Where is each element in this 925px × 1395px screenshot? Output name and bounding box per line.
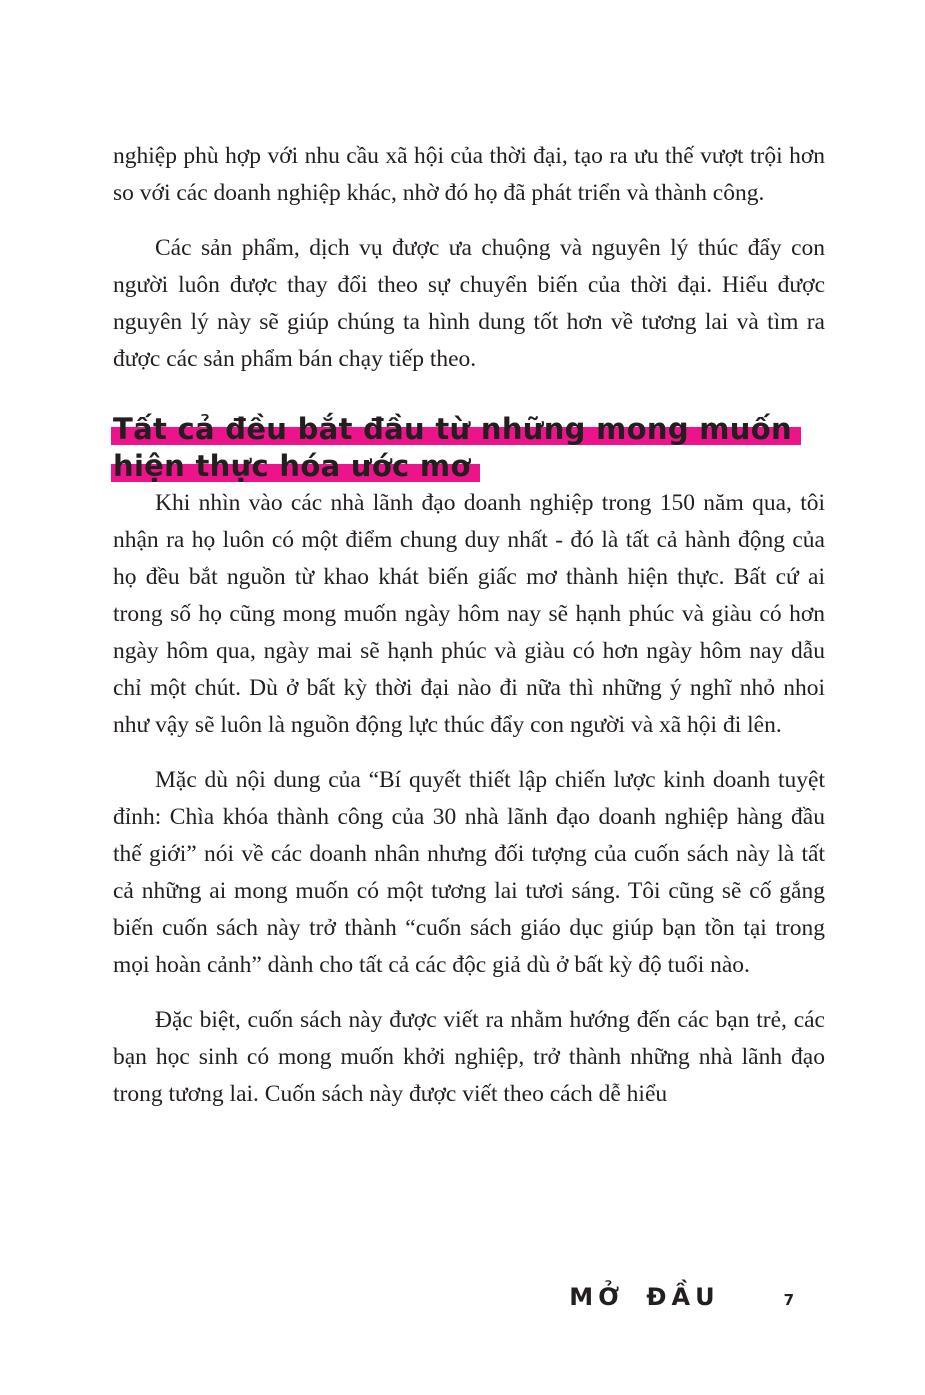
- paragraph: Các sản phẩm, dịch vụ được ưa chuộng và nguyên lý thúc đẩy con người luôn được thay đổi theo sự chuyển biến của thời đại. Hiểu được nguyên lý này sẽ giúp chúng ta hình dung tốt hơn về tương lai và tìm ra được các sản phẩm bán chạy tiếp theo.: [113, 235, 825, 372]
- paragraph: Đặc biệt, cuốn sách này được viết ra nhằm hướng đến các bạn trẻ, các bạn học sinh có mong muốn khởi nghiệp, trở thành những nhà lãnh đạo trong tương lai. Cuốn sách này được viết theo cách dễ hiểu: [113, 1007, 825, 1107]
- page-text-block: [113, 138, 825, 1113]
- page-number: 7: [783, 1291, 795, 1309]
- paragraph: Khi nhìn vào các nhà lãnh đạo doanh nghiệp trong 150 năm qua, tôi nhận ra họ luôn có một điểm chung duy nhất - đó là tất cả hành động của họ đều bắt nguồn từ khao khát biến giấc mơ thành hiện thực. Bất cứ ai trong số họ cũng mong muốn ngày hôm nay sẽ hạnh phúc và giàu có hơn ngày hôm qua, ngày mai sẽ hạnh phúc và giàu có hơn ngày hôm nay dẫu chỉ một chút. Dù ở bất kỳ thời đại nào đi nữa thì những ý nghĩ nhỏ nhoi như vậy sẽ luôn là nguồn động lực thúc đẩy con người và xã hội đi lên.: [113, 490, 825, 738]
- section-heading: [113, 411, 825, 485]
- paragraph-continued-from-previous-page: nghiệp phù hợp với nhu cầu xã hội của thời đại, tạo ra ưu thế vượt trội hơn so với các doanh nghiệp khác, nhờ đó họ đã phát triển và thành công.: [113, 143, 825, 206]
- paragraph: Mặc dù nội dung của “Bí quyết thiết lập chiến lược kinh doanh tuyệt đỉnh: Chìa khóa thành công của 30 nhà lãnh đạo doanh nghiệp hàng đầu thế giới” nói về các doanh nhân nhưng đối tượng của cuốn sách này là tất cả những ai mong muốn có một tương lai tươi sáng. Tôi cũng sẽ cố gắng biến cuốn sách này trở thành “cuốn sách giáo dục giúp bạn tồn tại trong mọi hoàn cảnh” dành cho tất cả các độc giả dù ở bất kỳ độ tuổi nào.: [113, 767, 825, 978]
- footer-section-label: MỞ ĐẦU: [569, 1283, 720, 1311]
- running-footer: [113, 1283, 825, 1311]
- section-heading-line-1: Tất cả đều bắt đầu từ những mong muốn: [111, 412, 801, 446]
- section-heading-line-2: hiện thực hóa ước mơ: [111, 449, 480, 483]
